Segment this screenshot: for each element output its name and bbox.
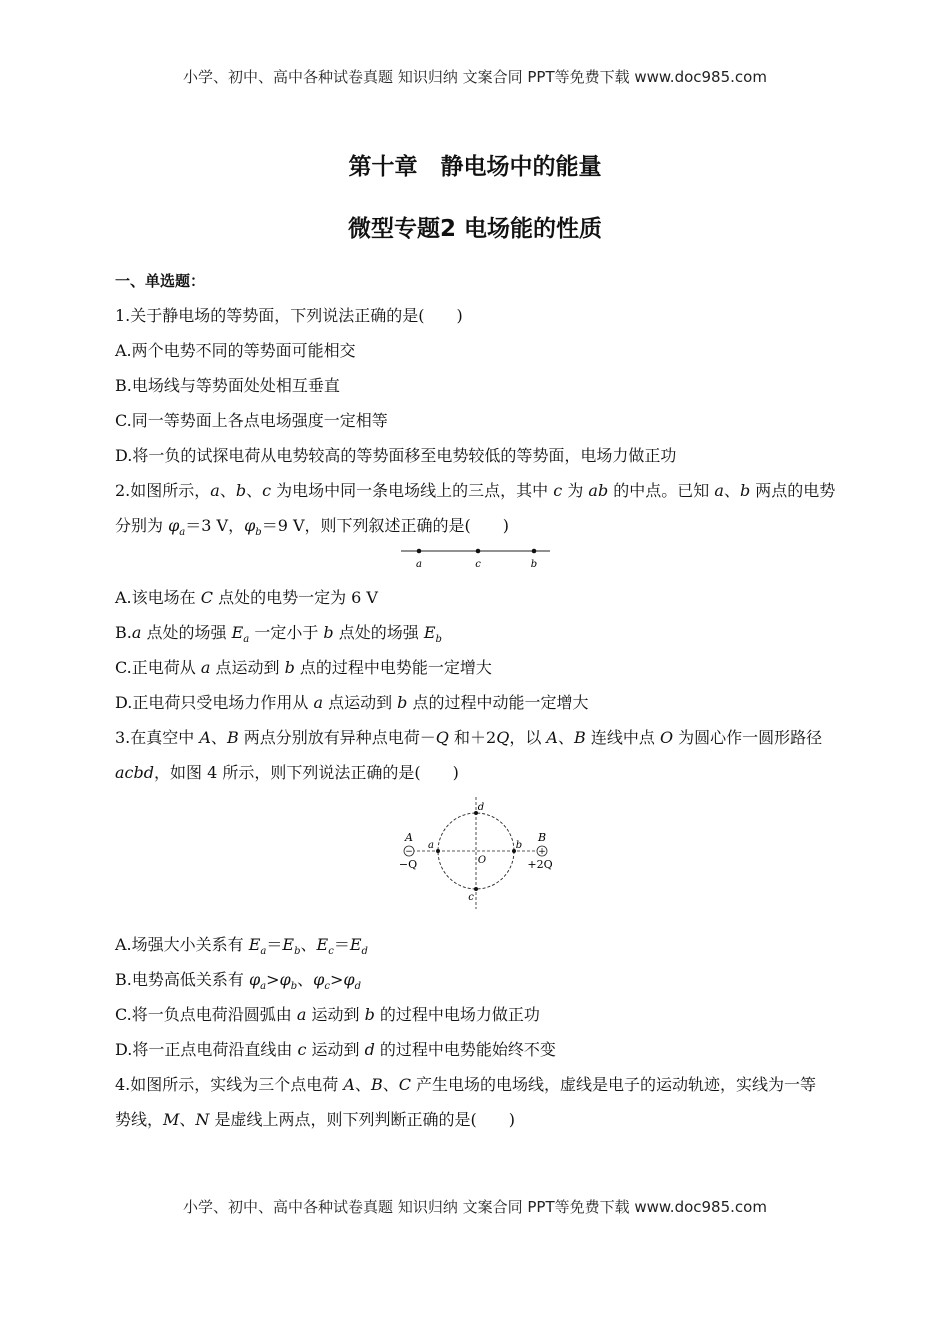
q1-option-c: C.同一等势面上各点电场强度一定相等 xyxy=(115,411,388,430)
point-b-label: b xyxy=(530,559,538,570)
section-heading: 一、单选题： xyxy=(115,272,206,290)
q2-stem-line2: 分别为 $\varphi_a=3$ V，$\varphi_b=9$ V，则下列叙述正确的是( ) xyxy=(115,516,510,539)
q2-option-b: B.a 点处的场强 $E_a$ 一定小于 b 点处的场强 $E_b$ xyxy=(115,623,442,646)
page-footer: 小学、初中、高中各种试卷真题 知识归纳 文案合同 PPT等免费下载 www.doc985.com xyxy=(183,1198,767,1216)
q4-stem-line2: 势线，M、N 是虚线上两点，则下列判断正确的是( ) xyxy=(115,1110,515,1129)
q2-field-line-figure xyxy=(398,542,553,572)
label-a: a xyxy=(428,840,434,851)
label-c: c xyxy=(468,892,474,903)
q3-option-a: A.场强大小关系有 $E_a=E_b$、$E_c=E_d$ xyxy=(115,935,368,958)
point-b-dot xyxy=(532,549,537,554)
q4-stem-line1: 4.如图所示，实线为三个点电荷 A、B、C 产生电场的电场线，虚线是电子的运动轨迹，实线为一等 xyxy=(115,1075,817,1094)
q3-stem-line1: 3.在真空中 A、B 两点分别放有异种点电荷－Q 和＋2Q，以 A、B 连线中点 O 为圆心作一圆形路径 xyxy=(115,728,823,747)
q1-option-a: A.两个电势不同的等势面可能相交 xyxy=(115,341,356,360)
q1-option-b: B.电场线与等势面处处相互垂直 xyxy=(115,376,340,395)
q3-option-d: D.将一正点电荷沿直线由 c 运动到 d 的过程中电势能始终不变 xyxy=(115,1040,556,1059)
q1-option-d: D.将一负的试探电荷从电势较高的等势面移至电势较低的等势面，电场力做正功 xyxy=(115,446,677,465)
q2-option-a: A.该电场在 C 点处的电势一定为 6 V xyxy=(115,588,378,607)
q3-stem-line2: acbd，如图 4 所示，则下列说法正确的是( ) xyxy=(115,763,459,782)
label-d: d xyxy=(477,802,485,813)
page-header: 小学、初中、高中各种试卷真题 知识归纳 文案合同 PPT等免费下载 www.doc985.com xyxy=(183,68,767,86)
charge-a-sign: − xyxy=(405,847,413,857)
q2-stem-line1: 2.如图所示，a、b、c 为电场中同一条电场线上的三点，其中 c 为 ab 的中点。已知 a、b 两点的电势 xyxy=(115,481,836,500)
chapter-title: 第十章 静电场中的能量 xyxy=(348,154,602,180)
label-A: A xyxy=(405,831,413,844)
topic-title: 微型专题2 电场能的性质 xyxy=(347,216,602,242)
label-b: b xyxy=(515,840,523,851)
q2-option-c: C.正电荷从 a 点运动到 b 点的过程中电势能一定增大 xyxy=(115,658,492,677)
label-minus-q: −Q xyxy=(398,858,418,871)
point-c-dot xyxy=(474,887,478,891)
q1-stem: 1.关于静电场的等势面，下列说法正确的是( ) xyxy=(115,306,463,325)
label-O: O xyxy=(477,855,487,866)
point-c-label: c xyxy=(475,559,481,570)
q2-option-d: D.正电荷只受电场力作用从 a 点运动到 b 点的过程中动能一定增大 xyxy=(115,693,589,712)
label-B: B xyxy=(537,831,547,844)
charge-b-sign: + xyxy=(538,847,546,857)
point-a-label: a xyxy=(416,559,422,570)
point-c-dot xyxy=(476,549,481,554)
q3-option-c: C.将一负点电荷沿圆弧由 a 运动到 b 的过程中电场力做正功 xyxy=(115,1005,540,1024)
label-plus-2q: +2Q xyxy=(527,858,553,871)
point-a-dot xyxy=(417,549,422,554)
q3-circle-figure xyxy=(395,795,560,913)
point-a-dot xyxy=(436,849,440,853)
q3-option-b: B.电势高低关系有 $\varphi_a>\varphi_b$、$\varphi_c>\varphi_d$ xyxy=(115,970,361,993)
